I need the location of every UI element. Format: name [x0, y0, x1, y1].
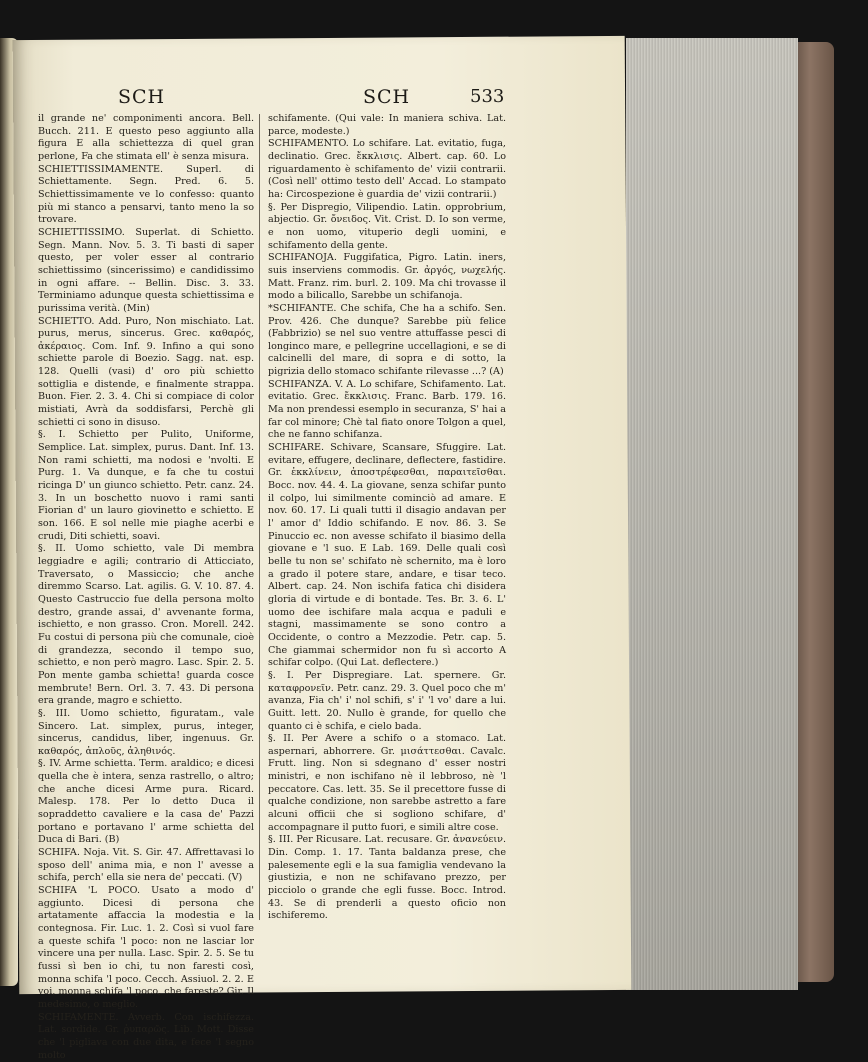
entry-paragraph: SCHIFA 'L POCO. Usato a modo d' aggiunto. Dicesi di persona che artatamente affaccia la modestia e la contegnosa. Fir. Luc. 1. 2. Così si vuol fare a queste schifa 'l poco: non ne lasciar lor vincere una per nulla. Lasc. Spir. 2. 5. Se tu fussi sì ben io chi, tu non faresti così, monna schifa 'l poco. Cecch. Assiuol. 2. 2. E voi, monna schifa 'l poco, che fareste? Gir. Il medesimo, o meglio. — [38, 885, 254, 1010]
entry-paragraph: §. I. Per Dispregiare. Lat. spernere. Gr. καταφρονεῖν. Petr. canz. 29. 3. Quel poco che m' avanza, Fia ch' i' nol schifi, s' i' 'l vo' dare a lui. Guitt. lett. 20. Nullo è grande, for quello che quanto ci è schifa, e cielo bada. — [268, 669, 506, 732]
entry-paragraph: SCHIETTISSIMO. Superlat. di Schietto. Segn. Mann. Nov. 5. 3. Ti basti di saper questo, per voler esser al contrario schiettissimo (sincerissimo) e candidissimo in ogni affare. -- Bellin. Disc. 3. 33. Terminiamo adunque questa schiettissima e purissima verità. (Min) — [38, 226, 254, 314]
entry-paragraph: il grande ne' componimenti ancora. Bell. Bucch. 211. E questo peso aggiunto alla figura E alla schiettezza di quel gran perlone, Fa che stimata ell' è senza misura. — [38, 113, 254, 162]
right-column — [268, 113, 506, 923]
entry-paragraph: §. Per Dispregio, Vilipendio. Latin. opprobrium, abjectio. Gr. ὄνειδος. Vit. Crist. D. Io son verme, e non uomo, vituperio degli uomini, e schifamento della gente. — [268, 201, 506, 251]
running-head-right: SCH — [363, 86, 411, 108]
entry-paragraph: §. II. Uomo schietto, vale Di membra leggiadre e agili; contrario di Atticciato, Traversato, o Massiccio; che anche diremmo Scarso. Lat. agilis. G. V. 10. 87. 4. Questo Castruccio fue della persona molto destro, grande assai, d' avvenante forma, ischietto, e non grasso. Cron. Morell. 242. Fu costui di persona più che comunale, cioè di grandezza, secondo il tempo suo, schietto, e non però magro. Lasc. Spir. 2. 5. Pon mente gamba schietta! guarda cosce membrute! Bern. Orl. 3. 7. 43. Di persona era grande, magro e schietto. — [38, 543, 254, 707]
entry-paragraph: *SCHIFANTE. Che schifa, Che ha a schifo. Sen. Prov. 426. Che dunque? Sarebbe più felice (Fabbrizio) se nel suo ventre attuffasse pesci di longinco mare, e pellegrine uccellagioni, e se di calcinelli del mare, di sopra e di sotto, la pigrizia dello stomaco schifante rilevasse ...? (A) — [268, 302, 506, 378]
entry-paragraph: §. III. Uomo schietto, figuratam., vale Sincero. Lat. simplex, purus, integer, sincerus, candidus, liber, ingenuus. Gr. καθαρός, ἀπλοῦς, ἀληθινός. — [38, 707, 254, 757]
running-head-left: SCH — [118, 86, 166, 108]
entry-paragraph: SCHIFANZA. V. A. Lo schifare, Schifamento. Lat. evitatio. Grec. ἔκκλισις. Franc. Barb. 179. 16. Ma non prendessi esemplo in securanza, S' hai a far col minore; Chè tal fiato onore Tolgon a quel, che ne fanno schifanza. — [268, 378, 506, 441]
entry-paragraph: SCHIFAMENTE. Avverb. Con ischifezza. Lat. sordide. Gr. ῥυπαρῶς. Lib. Mott. Disse che 'l pigliava con due dita, e fece 'l segno molto — [38, 1011, 254, 1061]
entry-paragraph: SCHIFANOJA. Fuggifatica, Pigro. Latin. iners, suis inserviens commodis. Gr. ἀργός, νωχελής. Matt. Franz. rim. burl. 2. 109. Ma chi trovasse il modo a bilicallo, Sarebbe un schifanoja. — [268, 252, 506, 302]
left-column — [38, 113, 254, 1062]
entry-paragraph: SCHIETTO. Add. Puro, Non mischiato. Lat. purus, merus, sincerus. Grec. καθαρός, ἀκέραιος. Com. Inf. 9. Infino a qui sono schiette parole di Boezio. Sagg. nat. esp. 128. Quelli (vasi) d' oro più schietto sottiglia e distende, e finalmente strappa. Buon. Fier. 2. 3. 4. Chi si compiace di color mistiati, Avrà da soddisfarsi, Perchè gli schietti ci sono in disuso. — [38, 315, 254, 428]
page-stack-edge — [626, 38, 798, 990]
page-number: 533 — [470, 86, 505, 107]
column-divider — [259, 114, 260, 920]
entry-paragraph: SCHIETTISSIMAMENTE. Superl. di Schiettamente. Segn. Pred. 6. 5. Schiettissimamente ve lo confesso: quanto più mi stanco a pensarvi, tanto meno la so trovare. — [38, 163, 254, 226]
entry-paragraph: SCHIFAMENTO. Lo schifare. Lat. evitatio, fuga, declinatio. Grec. ἔκκλισις. Albert. cap. 60. Lo riguardamento è schifamento de' vizii contrarii. (Così nell' ottimo testo dell' Accad. Lo stampato ha: Circospezione è guardia de' vizii contrarii.) — [268, 138, 506, 200]
entry-paragraph: SCHIFARE. Schivare, Scansare, Sfuggire. Lat. evitare, effugere, declinare, deflectere, fastidire. Gr. ἐκκλίνειν, ἀποστρέφεσθαι, παραιτεῖσθαι. Bocc. nov. 44. 4. La giovane, senza schifar punto il colpo, lui similmente cominciò ad amare. E nov. 60. 17. Li quali tutti il disagio andavan per l' amor d' Iddio schifando. E nov. 86. 3. Se Pinuccio ec. non avesse schifato il biasimo della giovane e 'l suo. E Lab. 169. Delle quali così belle tu non se' schifato nè schernito, ma è loro a grado il potere stare, andare, e tisar teco. Albert. cap. 24. Non ischifa fatica chi disidera gloria di virtude e di bontade. Tes. Br. 3. 6. L' uomo dee ischifare mala acqua e paduli e stagni, massimamente se sono contro a Occidente, o contro a Mezzodie. Petr. cap. 5. Che giammai schermidor non fu sì accorto A schifar colpo. (Qui Lat. deflectere.) — [268, 442, 506, 669]
entry-paragraph: §. III. Per Ricusare. Lat. recusare. Gr. ἀνανεύειν. Din. Comp. 1. 17. Tanta baldanza prese, che palesemente egli e la sua famiglia vendevano la giustizia, e non ne schifavano prezzo, per picciolo o grande che egli fusse. Bocc. Introd. 43. Se di prenderli a questo oficio non ischiferemo. — [268, 834, 506, 922]
entry-paragraph: SCHIFA. Noja. Vit. S. Gir. 47. Affrettavasi lo sposo dell' anima mia, e non l' avesse a schifa, perch' ella sie nera de' peccati. (V) — [38, 847, 254, 884]
entry-paragraph: schifamente. (Qui vale: In maniera schiva. Lat. parce, modeste.) — [268, 113, 506, 137]
entry-paragraph: §. IV. Arme schietta. Term. araldico; e dicesi quella che è intera, senza rastrello, o altro; che anche dicesi Arme pura. Ricard. Malesp. 178. Per lo detto Duca il sopraddetto cavaliere e la casa de' Pazzi portano e portavano l' arme schietta del Duca di Bari. (B) — [38, 758, 254, 846]
entry-paragraph: §. II. Per Avere a schifo o a stomaco. Lat. aspernari, abhorrere. Gr. μισάττεσθαι. Cavalc. Frutt. ling. Non si sdegnano d' esser nostri ministri, e non ischifano nè il lebbroso, nè 'l peccatore. Cas. lett. 35. Se il precettore fusse di qualche condizione, non sarebbe astretto a fare alcuni officii che si sogliono schifare, d' accompagnare il putto fuori, e simili altre cose. — [268, 733, 506, 833]
entry-paragraph: §. I. Schietto per Pulito, Uniforme, Semplice. Lat. simplex, purus. Dant. Inf. 13. Non rami schietti, ma nodosi e 'nvolti. E Purg. 1. Va dunque, e fa che tu costui ricinga D' un giunco schietto. Petr. canz. 24. 3. In un boschetto nuovo i rami santi Fiorian d' un lauro giovinetto e schietto. E son. 166. E sol nelle mie piaghe acerbi e crudi, Diti schietti, soavi. — [38, 429, 254, 542]
